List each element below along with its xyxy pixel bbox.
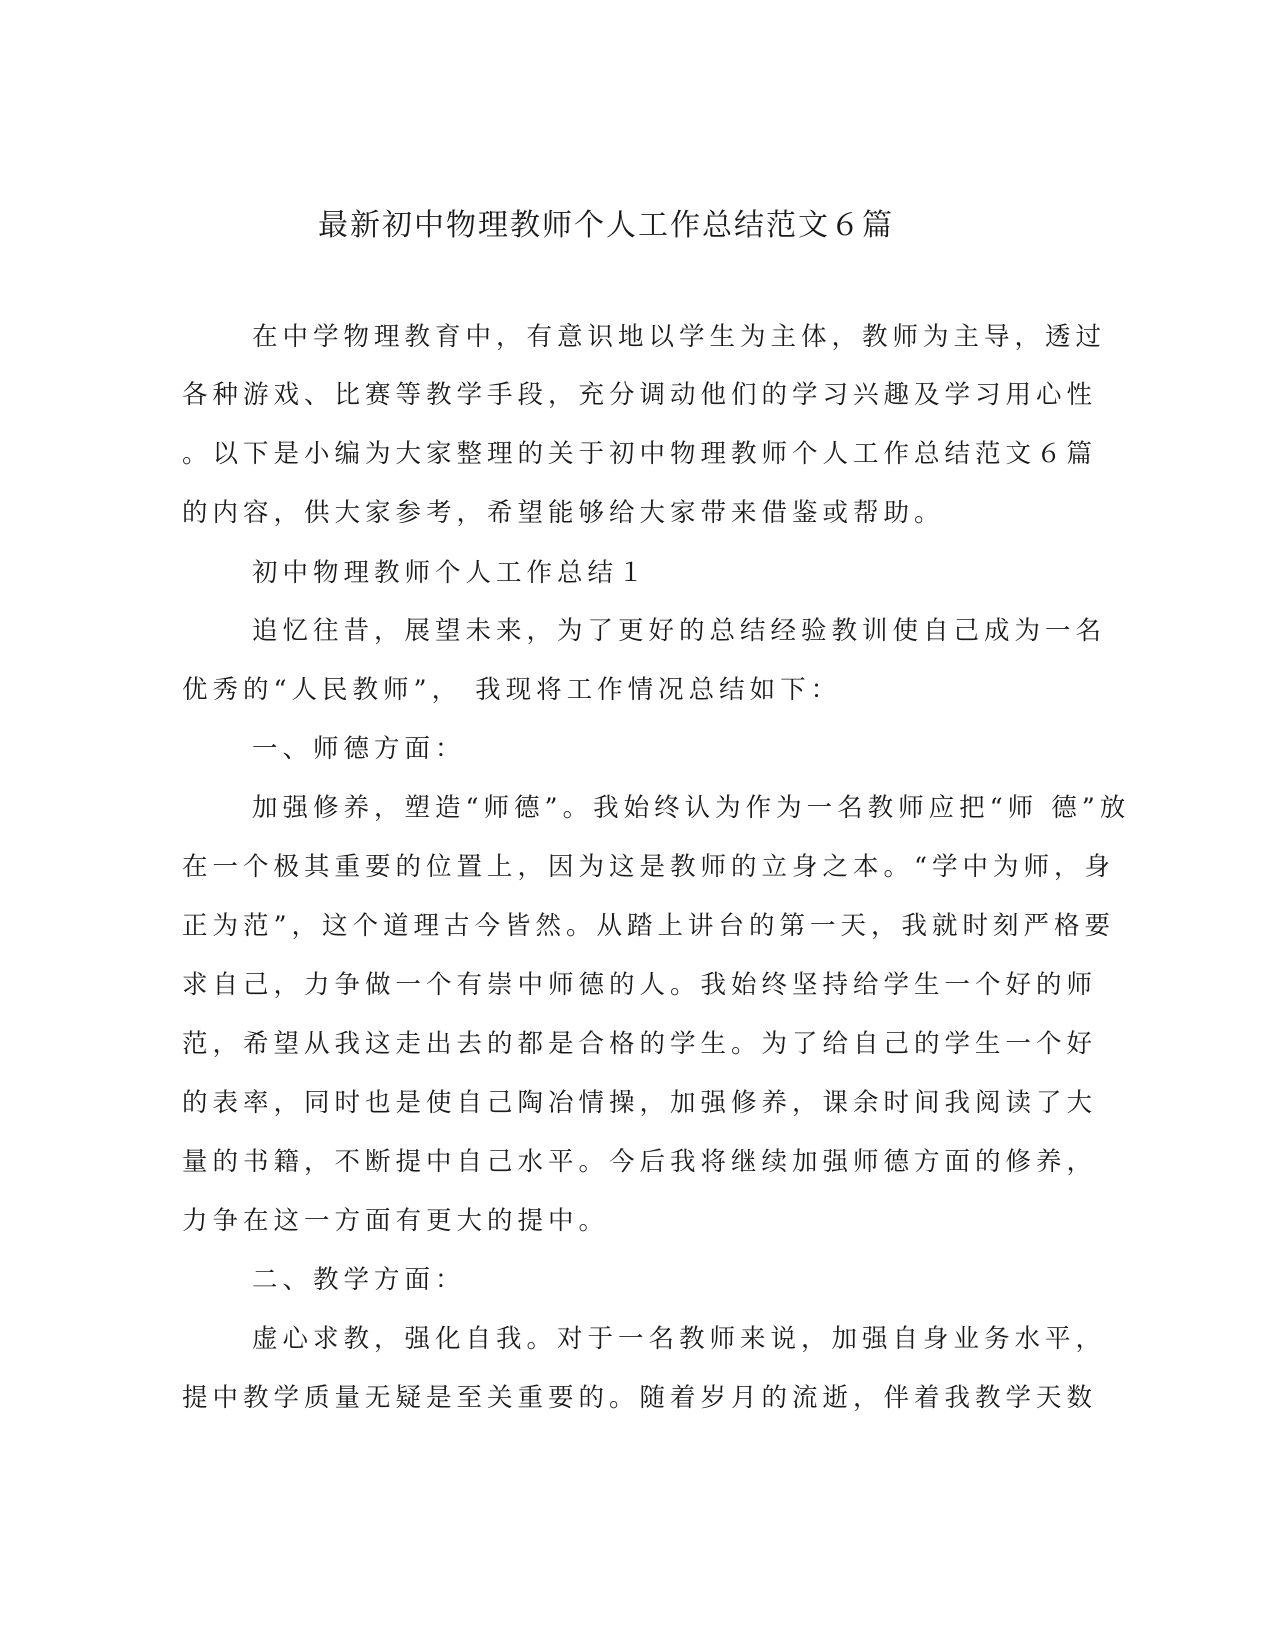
paragraph-line: 求自己，力争做一个有崇中师德的人。我始终坚持给学生一个好的师: [182, 970, 1098, 1000]
paragraph-line: 在中学物理教育中，有意识地以学生为主体，教师为主导，透过: [252, 322, 1107, 352]
paragraph-line: 力争在这一方面有更大的提中。: [182, 1206, 610, 1236]
section-heading: 初中物理教师个人工作总结１: [252, 558, 649, 588]
paragraph-line: 优秀的“人民教师”， 我现将工作情况总结如下：: [182, 675, 842, 705]
subsection-heading: 二、教学方面：: [252, 1265, 466, 1295]
paragraph-line: 量的书籍，不断提中自己水平。今后我将继续加强师德方面的修养，: [182, 1147, 1098, 1177]
document-title: 最新初中物理教师个人工作总结范文６篇: [318, 208, 894, 243]
paragraph-line: 虚心求教，强化自我。对于一名教师来说，加强自身业务水平，: [252, 1324, 1107, 1354]
subsection-heading: 一、师德方面：: [252, 734, 466, 764]
paragraph-line: 正为范”，这个道理古今皆然。从踏上讲台的第一天，我就时刻严格要: [182, 911, 1116, 941]
paragraph-line: 各种游戏、比赛等教学手段，充分调动他们的学习兴趣及学习用心性: [182, 380, 1098, 410]
paragraph-line: 在一个极其重要的位置上，因为这是教师的立身之本。“学中为师，身: [182, 852, 1116, 882]
paragraph-line: 追忆往昔，展望未来，为了更好的总结经验教训使自己成为一名: [252, 616, 1107, 646]
paragraph-line: 的内容，供大家参考，希望能够给大家带来借鉴或帮助。: [182, 498, 945, 528]
paragraph-line: 。以下是小编为大家整理的关于初中物理教师个人工作总结范文６篇: [182, 439, 1098, 469]
paragraph-line: 加强修养，塑造“师德”。我始终认为作为一名教师应把“师 德”放: [252, 793, 1131, 823]
paragraph-line: 的表率，同时也是使自己陶冶情操，加强修养，课余时间我阅读了大: [182, 1088, 1098, 1118]
paragraph-line: 提中教学质量无疑是至关重要的。随着岁月的流逝，伴着我教学天数: [182, 1383, 1098, 1413]
paragraph-line: 范，希望从我这走出去的都是合格的学生。为了给自己的学生一个好: [182, 1029, 1098, 1059]
